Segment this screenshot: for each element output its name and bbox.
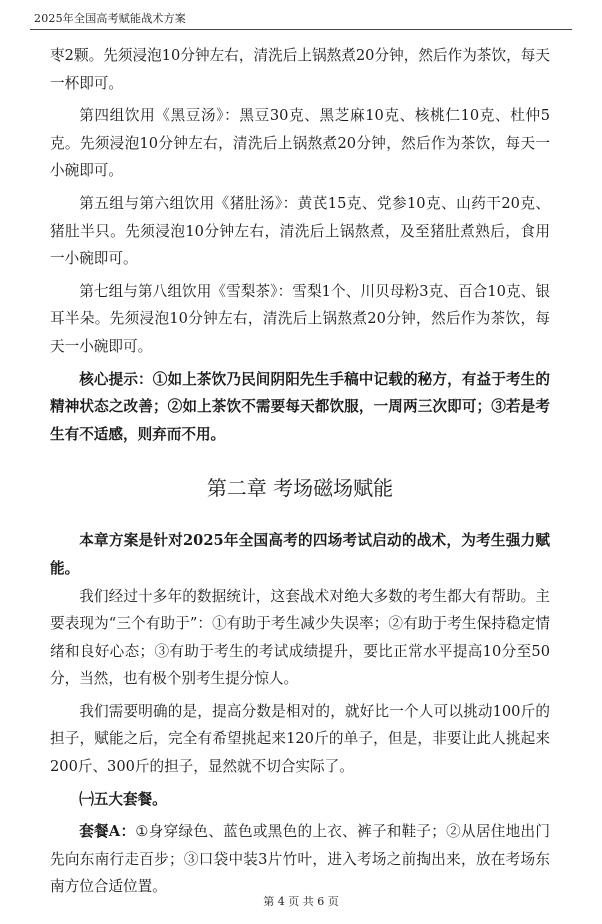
core-tip: 核心提示：①如上茶饮乃民间阴阳先生手稿中记载的秘方，有益于考生的精神状态之改善；②如上茶饮不需要每天都饮服，一周两三次即可；③若是考生有不适感，则弃而不用。 bbox=[50, 370, 550, 443]
paragraph-black-bean-soup: 第四组饮用《黑豆汤》：黑豆30克、黑芝麻10克、核桃仁10克、杜仲5克。先须浸泡10分钟左右，清洗后上锅熬煮20分钟，然后作为茶饮，每天一小碗即可。 bbox=[50, 107, 550, 180]
page-body bbox=[50, 42, 550, 901]
running-header: 2025年全国高考赋能战术方案 bbox=[34, 12, 186, 25]
header-rule bbox=[30, 29, 572, 30]
section-heading-five-packages: ㈠五大套餐。 bbox=[79, 790, 167, 808]
paragraph-relative-score: 我们需要明确的是，提高分数是相对的，就好比一个人可以挑动100斤的担子，赋能之后，完全有希望挑起来120斤的单子，但是，非要让此人挑起来200斤、300斤的担子，显然就不切合实际了。 bbox=[50, 702, 550, 776]
package-a bbox=[50, 818, 550, 901]
chapter-title: 第二章 考场磁场赋能 bbox=[206, 476, 394, 501]
package-a-label: 套餐A： bbox=[79, 823, 136, 841]
paragraph-statistics: 我们经过十多年的数据统计，这套战术对绝大多数的考生都大有帮助。主要表现为“三个有助于”：①有助于考生减少失误率；②有助于考生保持稳定情绪和良好心态；③有助于考生的考试成绩提升，要比正常水平提高10分至50分，当然，也有极个别考生提分惊人。 bbox=[50, 587, 550, 688]
paragraph-tripe-soup: 第五组与第六组饮用《猪肚汤》：黄芪15克、党参10克、山药干20克、猪肚半只。先须浸泡10分钟左右，清洗后上锅熬煮，及至猪肚煮熟后，食用一小碗即可。 bbox=[50, 194, 550, 268]
paragraph-continuation: 枣2颗。先须浸泡10分钟左右，清洗后上锅熬煮20分钟，然后作为茶饮，每天一杯即可。 bbox=[50, 47, 550, 92]
paragraph-pear-tea: 第七组与第八组饮用《雪梨茶》：雪梨1个、川贝母粉3克、百合10克、银耳半朵。先须浸泡10分钟左右，清洗后上锅熬煮20分钟，然后作为茶饮，每天一小碗即可。 bbox=[50, 282, 550, 355]
chapter-intro: 本章方案是针对2025年全国高考的四场考试启动的战术，为考生强力赋能。 bbox=[50, 532, 550, 577]
package-a-text: ①身穿绿色、蓝色或黑色的上衣、裤子和鞋子；②从居住地出门先向东南行走百步；③口袋中装3片竹叶，进入考场之前掏出来，放在考场东南方位合适位置。 bbox=[50, 823, 550, 896]
page-footer: 第 4 页 共 6 页 bbox=[263, 895, 339, 908]
